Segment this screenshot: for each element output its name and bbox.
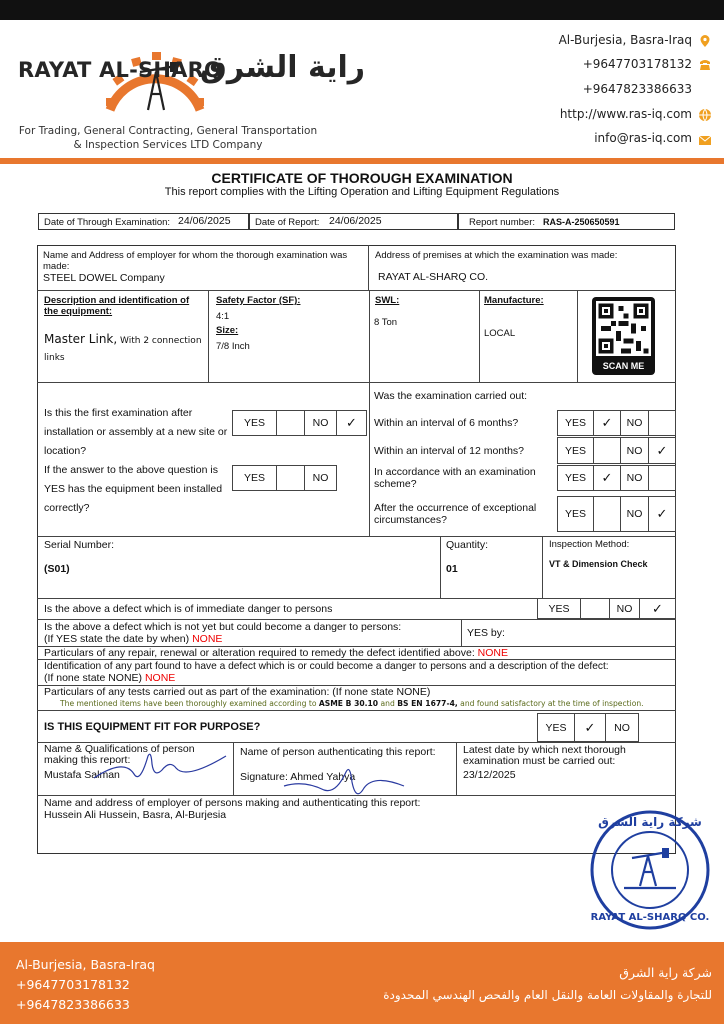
yes-by-label: YES by: [467, 627, 505, 639]
footer-arabic-name: شركة راية الشرق [619, 965, 712, 980]
signature-drawing-2 [280, 760, 410, 800]
signature-prefix: Signature: [240, 771, 288, 783]
tests-and: and [378, 699, 398, 708]
equipment-divider-1 [208, 291, 209, 382]
authenticating-label: Name of person authenticating this report: [240, 746, 436, 758]
header-phone-1: +9647703178132 [582, 57, 692, 71]
inspection-method-label: Inspection Method: [549, 539, 630, 550]
first-exam-no-cell[interactable]: NO [304, 410, 337, 436]
swl-label: SWL: [375, 295, 400, 306]
globe-icon [698, 108, 712, 122]
serial-divider-2 [542, 536, 543, 598]
exam-block-divider [369, 383, 370, 536]
interval-12-yes-cell[interactable]: YES [557, 437, 594, 464]
safety-factor-label: Safety Factor (SF): [216, 295, 301, 306]
header-divider [0, 158, 724, 164]
footer-arabic-description: للتجارة والمقاولات العامة والنقل العام والفحص الهندسي المحدودة [383, 988, 712, 1002]
equipment-desc-value [44, 331, 212, 365]
footer-address: Al-Burjesia, Basra-Iraq [16, 957, 155, 972]
tests-note [60, 699, 644, 709]
first-exam-yes-box[interactable] [276, 410, 305, 436]
tests-standard-2: BS EN 1677-4, [397, 699, 458, 708]
stamp-english-text: RAYAT AL-SHARQ CO. [590, 912, 710, 923]
scheme-no-box[interactable] [648, 465, 676, 491]
safety-factor-value: 4:1 [216, 311, 230, 322]
fit-yes-cell[interactable]: YES [537, 713, 575, 742]
serial-top-line [37, 536, 676, 537]
exam-scheme-label: In accordance with an examination scheme? [374, 466, 536, 490]
premises-cell [369, 245, 676, 291]
quantity-value: 01 [446, 563, 458, 575]
header-website: http://www.ras-iq.com [559, 107, 692, 121]
premises-label: Address of premises at which the examination was made: [375, 250, 618, 261]
immediate-no-tick[interactable]: ✓ [639, 598, 676, 619]
quantity-label: Quantity: [446, 539, 489, 551]
logo-arabic-text: راية الشرق [200, 50, 366, 85]
installed-no-cell[interactable]: NO [304, 465, 337, 491]
identification-none: NONE [144, 672, 176, 684]
interval-6-no-box[interactable] [648, 410, 676, 436]
report-number-cell [458, 213, 675, 230]
fit-for-purpose-question: IS THIS EQUIPMENT FIT FOR PURPOSE? [44, 721, 261, 733]
exceptional-circumstances-label: After the occurrence of exceptional circumstances? [374, 502, 537, 526]
swl-value: 8 Ton [374, 317, 398, 328]
authenticating-value: Ahmed Yahya [290, 771, 356, 783]
first-exam-yes-cell[interactable]: YES [232, 410, 277, 436]
next-exam-label: Latest date by which next thorough examination must be carried out: [463, 744, 626, 767]
identification-note-text: (If none state NONE) [44, 672, 143, 684]
exceptional-yes-box[interactable] [593, 496, 621, 532]
header-email: info@ras-iq.com [594, 131, 692, 145]
carried-out-label: Was the examination carried out: [374, 390, 528, 402]
serial-value: (S01) [44, 563, 70, 575]
interval-12-no-tick[interactable]: ✓ [648, 437, 676, 464]
tests-question: Particulars of any tests carried out as part of the examination: (If none state NONE) [44, 686, 431, 698]
scheme-no-cell[interactable]: NO [620, 465, 649, 491]
manufacture-label: Manufacture: [484, 295, 544, 306]
premises-value: RAYAT AL-SHARQ CO. [378, 271, 489, 283]
repair-none: NONE [477, 647, 509, 659]
yes-by-divider [461, 619, 462, 646]
interval-6-no-cell[interactable]: NO [620, 410, 649, 436]
interval-6-months-label: Within an interval of 6 months? [374, 417, 519, 429]
employer-persons-label: Name and address of employer of persons making and authenticating this report: [44, 797, 421, 809]
exam-date-value: 24/06/2025 [178, 215, 231, 227]
tagline-line-1: For Trading, General Contracting, General Transportation [18, 125, 318, 137]
immediate-danger-question: Is the above a defect which is of immediate danger to persons [44, 603, 333, 615]
report-number-label: Report number: [469, 217, 536, 228]
future-top-line [37, 619, 676, 620]
immediate-no-cell[interactable]: NO [609, 598, 640, 619]
installed-yes-cell[interactable]: YES [232, 465, 277, 491]
interval-12-no-cell[interactable]: NO [620, 437, 649, 464]
future-danger-note-text: (If YES state the date by when) [44, 633, 190, 645]
top-black-bar [0, 0, 724, 20]
exceptional-no-tick[interactable]: ✓ [648, 496, 676, 532]
tests-standard-1: ASME B 30.10 [318, 699, 379, 708]
identification-note [44, 672, 175, 685]
footer-phone-2: +9647823386633 [16, 997, 130, 1012]
signature-divider-2 [456, 742, 457, 795]
signature-divider-1 [233, 742, 234, 795]
employer-cell [37, 245, 369, 291]
equipment-divider-4 [577, 291, 578, 382]
envelope-icon [698, 133, 712, 147]
interval-6-yes-tick[interactable]: ✓ [593, 410, 621, 436]
qr-code-badge[interactable] [592, 297, 655, 375]
tagline-line-2: & Inspection Services LTD Company [73, 139, 263, 151]
qr-code-icon [596, 301, 651, 356]
exceptional-yes-cell[interactable]: YES [557, 496, 594, 532]
certificate-subtitle: This report complies with the Lifting Operation and Lifting Equipment Regulations [164, 186, 560, 198]
scheme-yes-cell[interactable]: YES [557, 465, 594, 491]
equipment-desc-rest: With 2 connection links [44, 336, 202, 363]
location-pin-icon [698, 34, 712, 48]
qr-caption: SCAN ME [602, 361, 645, 371]
equipment-row [37, 291, 676, 383]
company-stamp [588, 808, 713, 933]
footer-bar [0, 942, 724, 1024]
fit-top-line [37, 710, 676, 711]
inspection-method-value: VT & Dimension Check [549, 559, 648, 569]
header-address: Al-Burjesia, Basra-Iraq [558, 33, 692, 47]
future-danger-none: NONE [192, 633, 223, 645]
employer-persons-value: Hussein Ali Hussein, Basra, Al-Burjesia [44, 809, 227, 821]
footer-phone-1: +9647703178132 [16, 977, 130, 992]
company-tagline [18, 124, 318, 152]
installed-yes-box[interactable] [276, 465, 305, 491]
stamp-arabic-text: شركة راية الشرق [598, 815, 702, 829]
manufacture-value: LOCAL [484, 328, 516, 339]
header-phone-2: +9647823386633 [582, 82, 692, 96]
employer-label: Name and Address of employer for whom the thorough examination was made: [43, 250, 348, 272]
report-date-value: 24/06/2025 [329, 215, 382, 227]
phone-icon [698, 58, 712, 72]
repair-text: Particulars of any repair, renewal or alteration required to remedy the defect identified above: [44, 647, 475, 659]
interval-6-yes-cell[interactable]: YES [557, 410, 594, 436]
serial-label: Serial Number: [44, 539, 115, 551]
fit-no-cell[interactable]: NO [605, 713, 639, 742]
equipment-divider-3 [479, 291, 480, 382]
next-exam-value: 23/12/2025 [463, 769, 516, 781]
qualifications-value: Mustafa Salman [44, 769, 120, 781]
report-number-value: RAS-A-250650591 [543, 217, 620, 227]
logo-text: RAYAT AL-SHARQ [18, 58, 222, 82]
certificate-title: CERTIFICATE OF THOROUGH EXAMINATION [211, 170, 513, 186]
report-date-cell [249, 213, 458, 230]
future-danger-question: Is the above a defect which is not yet but could become a danger to persons: [44, 621, 402, 633]
employer-persons-top-line [37, 795, 676, 796]
scheme-yes-tick[interactable]: ✓ [593, 465, 621, 491]
tests-note-end: and found satisfactory at the time of inspection. [457, 699, 644, 708]
exam-date-cell [38, 213, 249, 230]
signature-drawing-1 [90, 748, 230, 790]
interval-12-months-label: Within an interval of 12 months? [374, 445, 524, 457]
equipment-desc-label: Description and identification of the equipment: [44, 295, 190, 317]
installed-correctly-question: If the answer to the above question is YES has the equipment been installed correctly? [44, 464, 223, 514]
equipment-divider-2 [369, 291, 370, 382]
immediate-yes-cell[interactable]: YES [537, 598, 581, 619]
future-danger-note [44, 633, 222, 646]
first-exam-question: Is this the first examination after installation or assembly at a new site or location? [44, 407, 228, 457]
equipment-desc-main: Master Link, [44, 332, 118, 346]
interval-12-yes-box[interactable] [593, 437, 621, 464]
exam-date-label: Date of Through Examination: [44, 217, 171, 228]
qualifications-label: Name & Qualifications of person making this report: [44, 743, 195, 766]
fit-yes-tick[interactable]: ✓ [574, 713, 606, 742]
immediate-yes-box[interactable] [580, 598, 610, 619]
first-exam-no-tick[interactable]: ✓ [336, 410, 367, 436]
size-value: 7/8 Inch [216, 341, 250, 352]
serial-divider-1 [440, 536, 441, 598]
employer-value: STEEL DOWEL Company [43, 272, 165, 284]
report-date-label: Date of Report: [255, 217, 320, 228]
size-label: Size: [216, 325, 239, 336]
exceptional-no-cell[interactable]: NO [620, 496, 649, 532]
tests-note-text: The mentioned items have been thoroughly examined according to [60, 699, 319, 708]
identification-question: Identification of any part found to have a defect which is or could become a danger to persons and a description of the defect: [44, 661, 609, 672]
